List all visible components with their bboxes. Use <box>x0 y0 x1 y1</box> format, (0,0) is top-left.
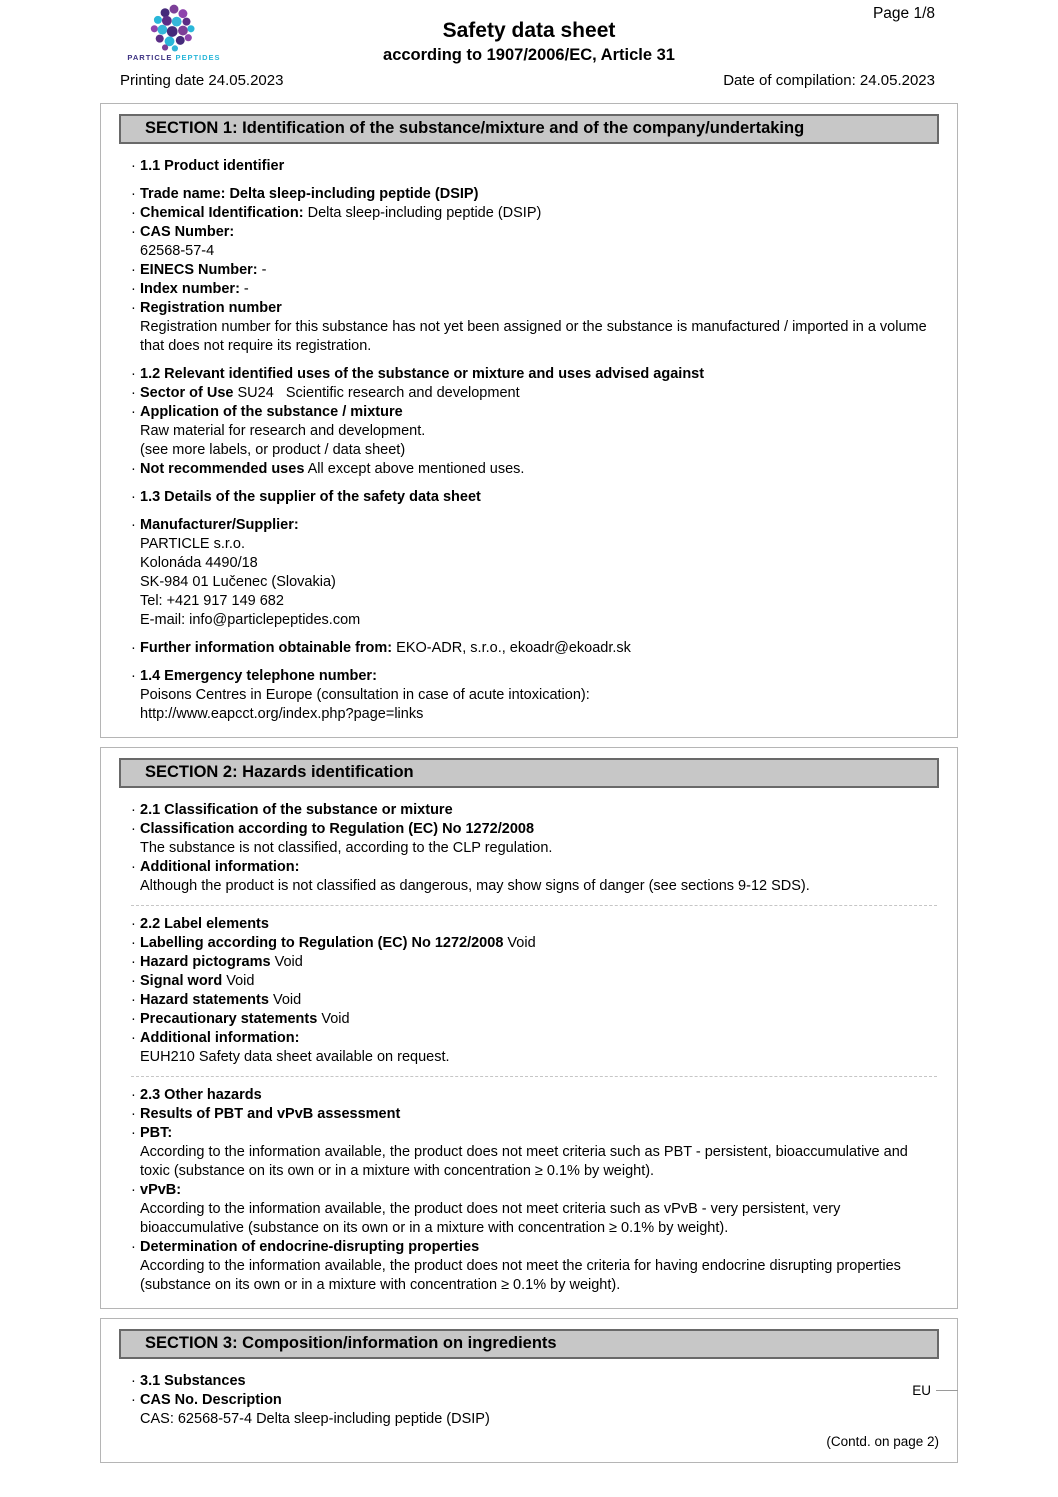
label-text: CAS No. Description <box>140 1392 282 1408</box>
footer-rule <box>936 1390 958 1391</box>
label-text: PBT: <box>140 1125 173 1141</box>
label-text: Classification according to Regulation (EC) No 1272/2008 <box>140 821 535 837</box>
value-text: Void <box>222 973 255 989</box>
label-text: Determination of endocrine-disrupting properties <box>140 1239 480 1255</box>
label-text: Application of the substance / mixture <box>140 404 403 420</box>
section-block <box>131 185 937 356</box>
label-text: Manufacturer/Supplier: <box>140 517 299 533</box>
page-number: Page 1/8 <box>872 5 935 22</box>
label-text: 1.3 Details of the supplier of the safety data sheet <box>140 489 481 505</box>
bullet-marker: · <box>131 186 136 202</box>
text-line <box>131 1105 937 1124</box>
text-line <box>131 1238 937 1257</box>
bullet-marker: · <box>131 954 136 970</box>
text-line <box>131 1143 937 1181</box>
label-text: Further information obtainable from: <box>140 640 393 656</box>
section-box <box>100 747 958 1309</box>
bullet-marker: · <box>131 802 136 818</box>
text-line <box>131 223 937 242</box>
value-text: (see more labels, or product / data sheet) <box>140 442 406 458</box>
text-line <box>131 242 937 261</box>
text-line <box>131 403 937 422</box>
document-title: Safety data sheet <box>442 19 616 42</box>
value-text: SK-984 01 Lučenec (Slovakia) <box>140 574 336 590</box>
text-line <box>131 592 937 611</box>
value-text: - <box>239 281 249 297</box>
section-block <box>131 667 937 724</box>
bullet-marker: · <box>131 973 136 989</box>
value-text: Tel: +421 917 149 682 <box>140 593 284 609</box>
bullet-marker: · <box>131 517 136 533</box>
text-line <box>131 1048 937 1067</box>
page-footer <box>100 1383 958 1398</box>
section-block <box>131 365 937 479</box>
text-line <box>131 573 937 592</box>
dashed-divider <box>131 1076 937 1077</box>
section-block <box>131 516 937 630</box>
value-text: Poisons Centres in Europe (consultation in case of acute intoxication): <box>140 687 590 703</box>
text-line <box>131 441 937 460</box>
bullet-marker: · <box>131 262 136 278</box>
value-text: E-mail: info@particlepeptides.com <box>140 612 361 628</box>
bullet-marker: · <box>131 1125 136 1141</box>
label-text: Chemical Identification: <box>140 205 304 221</box>
bullet-marker: · <box>131 640 136 656</box>
text-line <box>131 934 937 953</box>
bullet-marker: · <box>131 224 136 240</box>
section-header: SECTION 3: Composition/information on ingredients <box>119 1329 939 1359</box>
text-line <box>131 877 937 896</box>
text-line <box>131 686 937 705</box>
bullet-marker: · <box>131 300 136 316</box>
bullet-marker: · <box>131 668 136 684</box>
label-text: 2.3 Other hazards <box>140 1087 262 1103</box>
label-text: vPvB: <box>140 1182 182 1198</box>
bullet-marker: · <box>131 461 136 477</box>
bullet-marker: · <box>131 1392 136 1408</box>
section-block <box>131 915 937 1067</box>
bullet-marker: · <box>131 489 136 505</box>
bullet-marker: · <box>131 859 136 875</box>
printing-date: Printing date 24.05.2023 <box>120 72 284 89</box>
text-line <box>131 991 937 1010</box>
bullet-marker: · <box>131 385 136 401</box>
text-line <box>131 318 937 356</box>
text-line <box>131 1200 937 1238</box>
particle-sphere-icon <box>147 2 201 52</box>
bullet-marker: · <box>131 1087 136 1103</box>
bullet-marker: · <box>131 1239 136 1255</box>
text-line <box>131 261 937 280</box>
text-line <box>131 1124 937 1143</box>
text-line <box>131 705 937 724</box>
section-header: SECTION 1: Identification of the substance/mixture and of the company/undertaking <box>119 114 939 144</box>
value-text: Raw material for research and development. <box>140 423 426 439</box>
text-line <box>131 365 937 384</box>
brand-name <box>126 53 222 62</box>
label-text: Signal word <box>140 973 223 989</box>
value-text: All except above mentioned uses. <box>304 461 525 477</box>
label-text: Labelling according to Regulation (EC) No 1272/2008 <box>140 935 504 951</box>
bullet-marker: · <box>131 935 136 951</box>
section-block <box>131 157 937 176</box>
value-text: Void <box>503 935 536 951</box>
value-text: 62568-57-4 <box>140 243 215 259</box>
bullet-marker: · <box>131 281 136 297</box>
text-line <box>131 185 937 204</box>
text-line <box>131 953 937 972</box>
label-text: Registration number <box>140 300 282 316</box>
section-block <box>131 1086 937 1295</box>
text-line <box>131 488 937 507</box>
compilation-date: Date of compilation: 24.05.2023 <box>723 72 935 89</box>
value-text: The substance is not classified, according to the CLP regulation. <box>140 840 553 856</box>
value-text: EUH210 Safety data sheet available on request. <box>140 1049 450 1065</box>
section-block <box>131 488 937 507</box>
bullet-marker: · <box>131 992 136 1008</box>
text-line <box>131 460 937 479</box>
value-text: According to the information available, the product does not meet the criteria for having endocrine disrupting properties (substance on its own or in a mixture with concentration ≥ 0.1% by weight). <box>140 1258 905 1293</box>
label-text: Not recommended uses <box>140 461 305 477</box>
label-text: Trade name: Delta sleep-including peptide (DSIP) <box>140 186 479 202</box>
value-text: PARTICLE s.r.o. <box>140 536 246 552</box>
value-text: http://www.eapcct.org/index.php?page=links <box>140 706 424 722</box>
bullet-marker: · <box>131 1373 136 1389</box>
label-text: Index number: <box>140 281 240 297</box>
value-text: Void <box>270 954 303 970</box>
text-line <box>131 280 937 299</box>
text-line <box>131 639 937 658</box>
company-logo <box>126 2 222 62</box>
text-line <box>131 801 937 820</box>
text-line <box>131 915 937 934</box>
section-block <box>131 639 937 658</box>
contd-note: (Contd. on page 2) <box>826 1434 939 1449</box>
region-label: EU <box>912 1383 931 1398</box>
brand-word-particle: PARTICLE <box>127 53 173 62</box>
text-line <box>131 1086 937 1105</box>
label-text: 2.1 Classification of the substance or mixture <box>140 802 453 818</box>
text-line <box>131 839 937 858</box>
text-line <box>131 384 937 403</box>
value-text: Registration number for this substance has not yet been assigned or the substance is manufactured / imported in a volume that does not require its registration. <box>140 319 931 354</box>
text-line <box>131 516 937 535</box>
text-line <box>131 820 937 839</box>
label-text: Precautionary statements <box>140 1011 318 1027</box>
bullet-marker: · <box>131 1011 136 1027</box>
text-line <box>131 858 937 877</box>
bullet-marker: · <box>131 1030 136 1046</box>
section-content <box>117 1372 941 1429</box>
text-line <box>131 204 937 223</box>
bullet-marker: · <box>131 366 136 382</box>
bullet-marker: · <box>131 404 136 420</box>
label-text: 1.1 Product identifier <box>140 158 285 174</box>
label-text: Hazard statements <box>140 992 269 1008</box>
label-text: 1.2 Relevant identified uses of the substance or mixture and uses advised against <box>140 366 705 382</box>
text-line <box>131 157 937 176</box>
label-text: 1.4 Emergency telephone number: <box>140 668 377 684</box>
value-text: Void <box>317 1011 350 1027</box>
value-text: Although the product is not classified as dangerous, may show signs of danger (see sections 9-12 SDS). <box>140 878 810 894</box>
value-text: According to the information available, the product does not meet criteria such as PBT - persistent, bioaccumulative and toxic (substance on its own or in a mixture with concentration ≥ 0.1% by weight). <box>140 1144 912 1179</box>
label-text: CAS Number: <box>140 224 235 240</box>
value-text: - <box>257 262 267 278</box>
section-box <box>100 103 958 738</box>
text-line <box>131 299 937 318</box>
value-text: Kolonáda 4490/18 <box>140 555 258 571</box>
label-text: EINECS Number: <box>140 262 258 278</box>
value-text: SU24 Scientific research and development <box>233 385 520 401</box>
bullet-marker: · <box>131 1106 136 1122</box>
label-text: 2.2 Label elements <box>140 916 269 932</box>
value-text: According to the information available, the product does not meet criteria such as vPvB - very persistent, very bioaccumulative (substance on its own or in a mixture with concentration ≥ 0.1% by weight). <box>140 1201 845 1236</box>
value-text: EKO-ADR, s.r.o., ekoadr@ekoadr.sk <box>392 640 631 656</box>
text-line <box>131 422 937 441</box>
bullet-marker: · <box>131 205 136 221</box>
bullet-marker: · <box>131 821 136 837</box>
section-block <box>131 1372 937 1429</box>
text-line <box>131 611 937 630</box>
bullet-marker: · <box>131 158 136 174</box>
page-header <box>0 0 1058 100</box>
section-block <box>131 801 937 896</box>
section-header: SECTION 2: Hazards identification <box>119 758 939 788</box>
label-text: Results of PBT and vPvB assessment <box>140 1106 401 1122</box>
text-line <box>131 535 937 554</box>
text-line <box>131 972 937 991</box>
bullet-marker: · <box>131 916 136 932</box>
value-text: CAS: 62568-57-4 Delta sleep-including peptide (DSIP) <box>140 1411 490 1427</box>
brand-word-peptides: PEPTIDES <box>175 53 221 62</box>
text-line <box>131 1410 937 1429</box>
section-content <box>117 157 941 724</box>
text-line <box>131 554 937 573</box>
text-line <box>131 1029 937 1048</box>
text-line <box>131 1257 937 1295</box>
value-text: Delta sleep-including peptide (DSIP) <box>303 205 542 221</box>
dashed-divider <box>131 905 937 906</box>
value-text: Void <box>268 992 302 1008</box>
text-line <box>131 1010 937 1029</box>
dates-row <box>120 72 935 89</box>
section-content <box>117 801 941 1295</box>
document-subtitle: according to 1907/2006/EC, Article 31 <box>383 46 675 64</box>
label-text: Additional information: <box>140 1030 300 1046</box>
text-line <box>131 667 937 686</box>
sections-container <box>100 103 958 1472</box>
text-line <box>131 1181 937 1200</box>
bullet-marker: · <box>131 1182 136 1198</box>
label-text: 3.1 Substances <box>140 1373 246 1389</box>
label-text: Sector of Use <box>140 385 234 401</box>
label-text: Hazard pictograms <box>140 954 271 970</box>
label-text: Additional information: <box>140 859 300 875</box>
